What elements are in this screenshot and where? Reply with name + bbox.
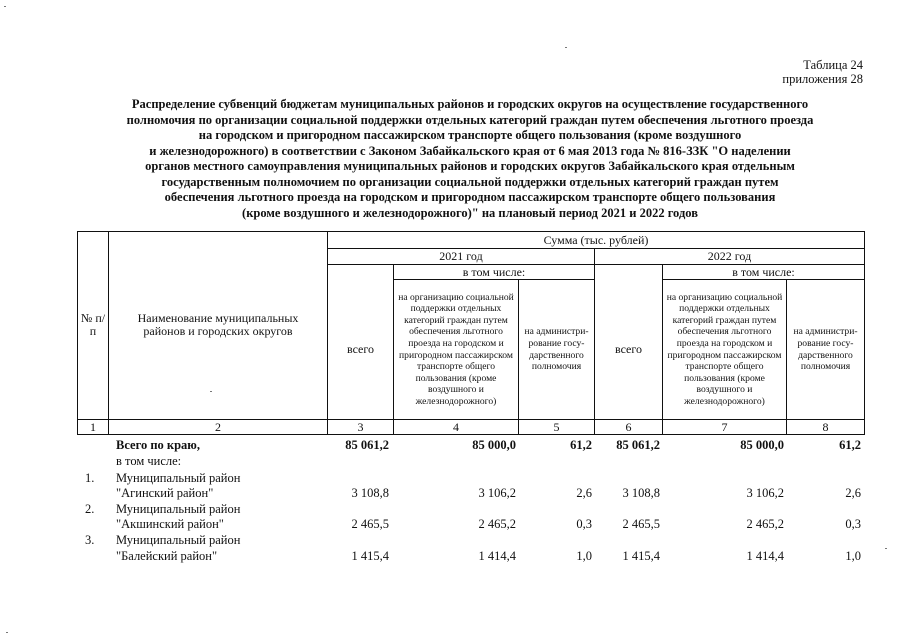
- row-number: 1.: [85, 471, 95, 485]
- row-value: 2,6: [576, 486, 592, 500]
- header-admin-2021: на администри-рование госу-дарственного полномочия: [524, 326, 589, 373]
- scan-speck: [885, 548, 887, 549]
- header-name: Наименование муниципальных районов и городских округов: [137, 311, 299, 338]
- row-name-line2: "Агинский район": [116, 486, 214, 500]
- row-number: 3.: [85, 533, 95, 547]
- column-number: 4: [453, 419, 459, 434]
- row-name-line2: "Акшинский район": [116, 517, 224, 531]
- header-year-2021: 2021 год: [439, 249, 483, 263]
- header-including-2022: в том числе:: [732, 264, 795, 279]
- title-line: и железнодорожного) в соответствии с Законом Забайкальского края от 6 мая 2013 года № 816-ЗЗК "О наделении: [149, 143, 791, 158]
- row-value: 1 415,4: [622, 549, 660, 563]
- row-value: 2 465,2: [746, 517, 784, 531]
- title-line: государственным полномочием по организации социальной поддержки отдельных категорий граждан путем: [161, 174, 779, 189]
- column-number: 3: [357, 419, 364, 434]
- row-name-line2: "Балейский район": [116, 549, 218, 563]
- scan-speck: [565, 47, 567, 48]
- row-value: 1 414,4: [478, 549, 516, 563]
- title-line: Распределение субвенций бюджетам муниципальных районов и городских округов на осуществление государственного: [131, 97, 809, 111]
- row-value: 1 415,4: [351, 549, 389, 563]
- row-value: 1,0: [845, 549, 861, 563]
- total-value: 85 000,0: [472, 438, 516, 452]
- column-number: 6: [625, 419, 632, 434]
- header-total-2021: всего: [346, 342, 375, 356]
- header-num: № п/п: [80, 311, 106, 338]
- row-value: 3 106,2: [478, 486, 516, 500]
- scan-speck: [210, 391, 212, 392]
- total-label: Всего по краю,: [116, 438, 200, 452]
- scan-speck: [4, 6, 6, 7]
- row-value: 0,3: [845, 517, 861, 531]
- total-sublabel: в том числе:: [116, 454, 182, 468]
- row-value: 0,3: [576, 517, 592, 531]
- total-value: 85 061,2: [345, 438, 389, 452]
- header-including-2021: в том числе:: [462, 264, 526, 279]
- total-value: 85 000,0: [740, 438, 784, 452]
- scan-speck: [6, 632, 8, 633]
- row-value: 3 108,8: [351, 486, 389, 500]
- column-number: 7: [721, 419, 728, 434]
- title-line: (кроме воздушного и железнодорожного)" на плановый период 2021 и 2022 годов: [242, 205, 698, 220]
- total-value: 85 061,2: [616, 438, 660, 452]
- total-value: 61,2: [570, 438, 592, 452]
- title-line: на городском и пригородном пассажирском транспорте общего пользования (кроме воздушного: [198, 128, 742, 142]
- row-name-line1: Муниципальный район: [116, 471, 241, 485]
- title-line: органов местного самоуправления муниципальных районов и городских округов Забайкальского края отдельным: [145, 159, 795, 173]
- document-title: [75, 97, 865, 221]
- row-value: 2,6: [845, 486, 861, 500]
- header-sum: Сумма (тыс. рублей): [543, 232, 649, 247]
- title-line: полномочия по организации социальной поддержки отдельных категорий граждан путем обеспечения льготного проезда: [126, 112, 814, 127]
- row-value: 2 465,5: [622, 517, 660, 531]
- header-year-2022: 2022 год: [707, 249, 752, 263]
- header-transport-2022: на организацию социальной поддержки отдельных категорий граждан путем обеспечения льготного проезда на городском и пригородном пассажирском транспорте общего пользования (кроме воздушного и железнодорожного): [666, 291, 783, 407]
- header-total-2022: всего: [614, 342, 643, 356]
- row-number: 2.: [85, 502, 95, 516]
- column-number: 8: [822, 419, 829, 434]
- header-admin-2022: на администри-рование госу-дарственного полномочия: [793, 326, 858, 373]
- row-value: 3 106,2: [746, 486, 784, 500]
- row-value: 1,0: [576, 549, 592, 563]
- column-number: 1: [90, 419, 96, 434]
- title-line: обеспечения льготного проезда на городском и пригородном пассажирском транспорте общего пользования: [164, 190, 776, 204]
- column-number: 2: [215, 419, 221, 434]
- row-name-line1: Муниципальный район: [116, 533, 241, 547]
- header-transport-2021: на организацию социальной поддержки отдельных категорий граждан путем обеспечения льготного проезда на городском и пригородном пассажирском транспорте общего пользования (кроме воздушного и железнодорожного): [398, 291, 514, 407]
- row-value: 3 108,8: [622, 486, 660, 500]
- total-value: 61,2: [839, 438, 861, 452]
- row-name-line1: Муниципальный район: [116, 502, 241, 516]
- row-value: 1 414,4: [746, 549, 784, 563]
- row-value: 2 465,2: [478, 517, 516, 531]
- column-number: 5: [553, 419, 560, 434]
- row-value: 2 465,5: [351, 517, 389, 531]
- appendix-label: приложения 28: [782, 72, 863, 86]
- table-label: Таблица 24: [803, 58, 863, 72]
